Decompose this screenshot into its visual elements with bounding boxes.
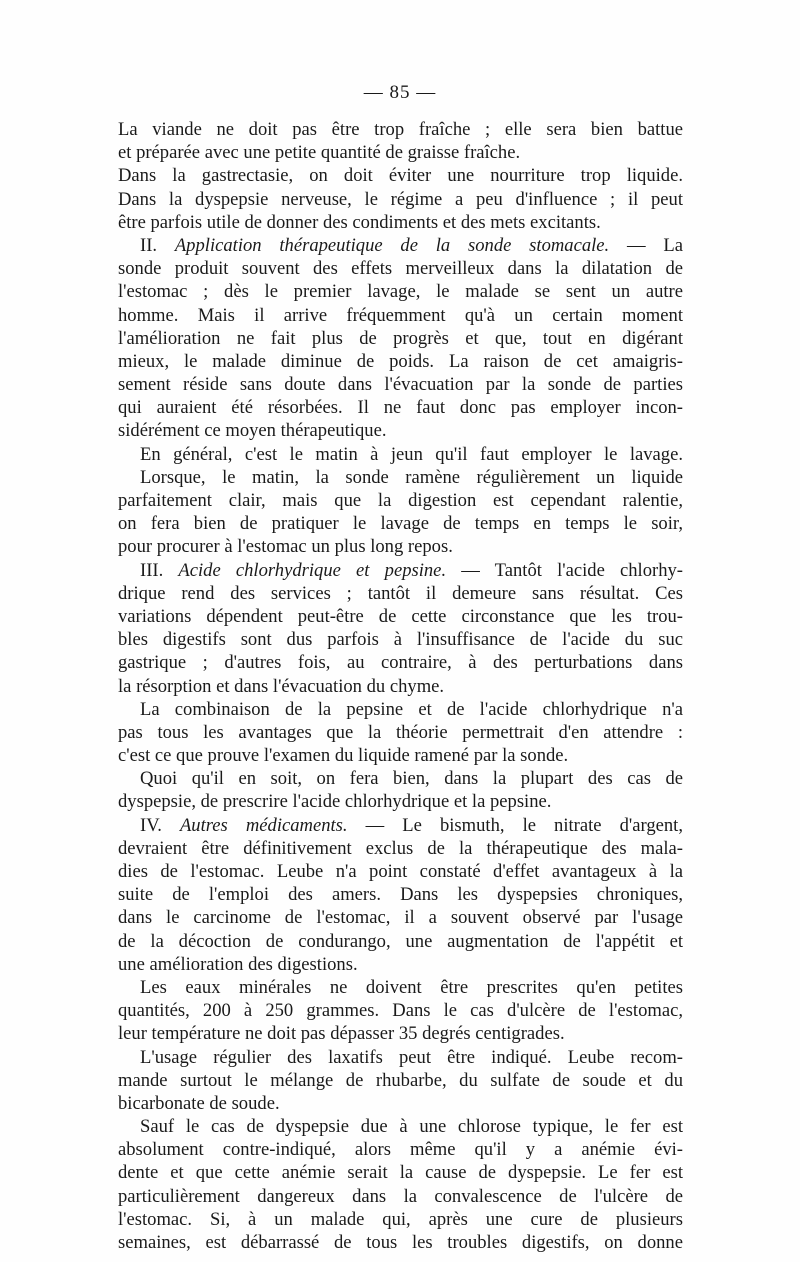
- text-line: En général, c'est le matin à jeun qu'il faut employer le lavage.: [140, 443, 683, 465]
- text-line: leur température ne doit pas dépasser 35 degrés centigrades.: [118, 1023, 565, 1045]
- text-line: L'usage régulier des laxatifs peut être indiqué. Leube recom-: [140, 1046, 683, 1068]
- text-line: dyspepsie, de prescrire l'acide chlorhydrique et la pepsine.: [118, 791, 552, 813]
- text-line: bles digestifs sont dus parfois à l'insuffisance de l'acide du suc: [118, 629, 683, 651]
- text-line: pour procurer à l'estomac un plus long repos.: [118, 536, 453, 558]
- text-line: variations dépendent peut-être de cette circonstance que les trou-: [118, 605, 683, 627]
- text-line: [118, 559, 683, 582]
- text-line: dente et que cette anémie serait la cause de dyspepsie. Le fer est: [118, 1162, 683, 1184]
- section-heading: Acide chlorhydrique et pepsine.: [178, 559, 447, 581]
- text-line: l'estomac. Si, à un malade qui, après une cure de plusieurs: [118, 1208, 683, 1230]
- text-line: Dans la gastrectasie, on doit éviter une nourriture trop liquide.: [118, 165, 683, 187]
- section-number: III.: [140, 559, 179, 581]
- text-line: Les eaux minérales ne doivent être prescrites qu'en petites: [140, 976, 683, 998]
- text-line: quantités, 200 à 250 grammes. Dans le cas d'ulcère de l'estomac,: [118, 1000, 683, 1022]
- text-line: drique rend des services ; tantôt il demeure sans résultat. Ces: [118, 582, 683, 604]
- text-line: l'estomac ; dès le premier lavage, le malade se sent un autre: [118, 281, 683, 303]
- text-line: absolument contre-indiqué, alors même qu'il y a anémie évi-: [118, 1139, 683, 1161]
- text-line: La viande ne doit pas être trop fraîche ; elle sera bien battue: [118, 119, 683, 140]
- text-line: La combinaison de la pepsine et de l'acide chlorhydrique n'a: [140, 698, 683, 720]
- page-number: — 85 —: [363, 82, 437, 103]
- text-line: gastrique ; d'autres fois, au contraire, à des perturbations dans: [118, 652, 683, 674]
- text-line: être parfois utile de donner des condiments et des mets excitants.: [118, 211, 601, 233]
- text-line: suite de l'emploi des amers. Dans les dyspepsies chroniques,: [118, 884, 683, 906]
- text-line: Lorsque, le matin, la sonde ramène régulièrement un liquide: [140, 466, 683, 488]
- section-text: — La: [609, 234, 683, 256]
- text-line: pas tous les avantages que la théorie permettrait d'en attendre :: [118, 721, 683, 743]
- section-number: II.: [140, 234, 175, 256]
- text-line: homme. Mais il arrive fréquemment qu'à un certain moment: [118, 304, 683, 326]
- section-number: IV.: [140, 814, 180, 836]
- text-line: Quoi qu'il en soit, on fera bien, dans la plupart des cas de: [140, 768, 683, 790]
- text-line: sonde produit souvent des effets merveilleux dans la dilatation de: [118, 258, 683, 280]
- text-line: dies de l'estomac. Leube n'a point constaté d'effet avantageux à la: [118, 861, 683, 882]
- text-line: mieux, le malade diminue de poids. La raison de cet amaigris-: [118, 350, 683, 372]
- text-line: l'amélioration ne fait plus de progrès et que, tout en digérant: [118, 327, 683, 349]
- text-line: qui auraient été résorbées. Il ne faut donc pas employer incon-: [118, 397, 683, 419]
- section-text: — Le bismuth, le nitrate d'argent,: [347, 814, 683, 836]
- text-line: sidérément ce moyen thérapeutique.: [118, 420, 387, 442]
- text-line: devraient être définitivement exclus de la thérapeutique des mala-: [118, 837, 683, 859]
- text-line: semaines, est débarrassé de tous les troubles digestifs, on donne: [118, 1232, 683, 1253]
- body-text: [118, 118, 683, 1254]
- text-line: de la décoction de condurango, une augmentation de l'appétit et: [118, 930, 683, 952]
- text-line: [118, 234, 683, 257]
- text-line: parfaitement clair, mais que la digestion est cependant ralentie,: [118, 490, 683, 511]
- text-line: la résorption et dans l'évacuation du chyme.: [118, 675, 445, 697]
- text-line: une amélioration des digestions.: [118, 953, 358, 975]
- section-text: — Tantôt l'acide chlorhy-: [446, 559, 683, 581]
- text-line: bicarbonate de soude.: [118, 1092, 280, 1114]
- text-line: dans le carcinome de l'estomac, il a souvent observé par l'usage: [118, 907, 683, 929]
- text-line: Dans la dyspepsie nerveuse, le régime a peu d'influence ; il peut: [118, 188, 683, 210]
- text-line: mande surtout le mélange de rhubarbe, du sulfate de soude et du: [118, 1069, 683, 1091]
- text-line: Sauf le cas de dyspepsie due à une chlorose typique, le fer est: [140, 1116, 683, 1138]
- text-line: on fera bien de pratiquer le lavage de temps en temps le soir,: [118, 513, 683, 535]
- text-line: c'est ce que prouve l'examen du liquide ramené par la sonde.: [118, 745, 569, 767]
- text-line: sement réside sans doute dans l'évacuation par la sonde de parties: [118, 374, 683, 396]
- section-heading: Autres médicaments.: [179, 814, 348, 836]
- text-line: [118, 814, 683, 837]
- text-line: particulièrement dangereux dans la convalescence de l'ulcère de: [118, 1185, 683, 1207]
- text-line: et préparée avec une petite quantité de graisse fraîche.: [118, 142, 521, 164]
- section-heading: Application thérapeutique de la sonde stomacale.: [174, 234, 610, 256]
